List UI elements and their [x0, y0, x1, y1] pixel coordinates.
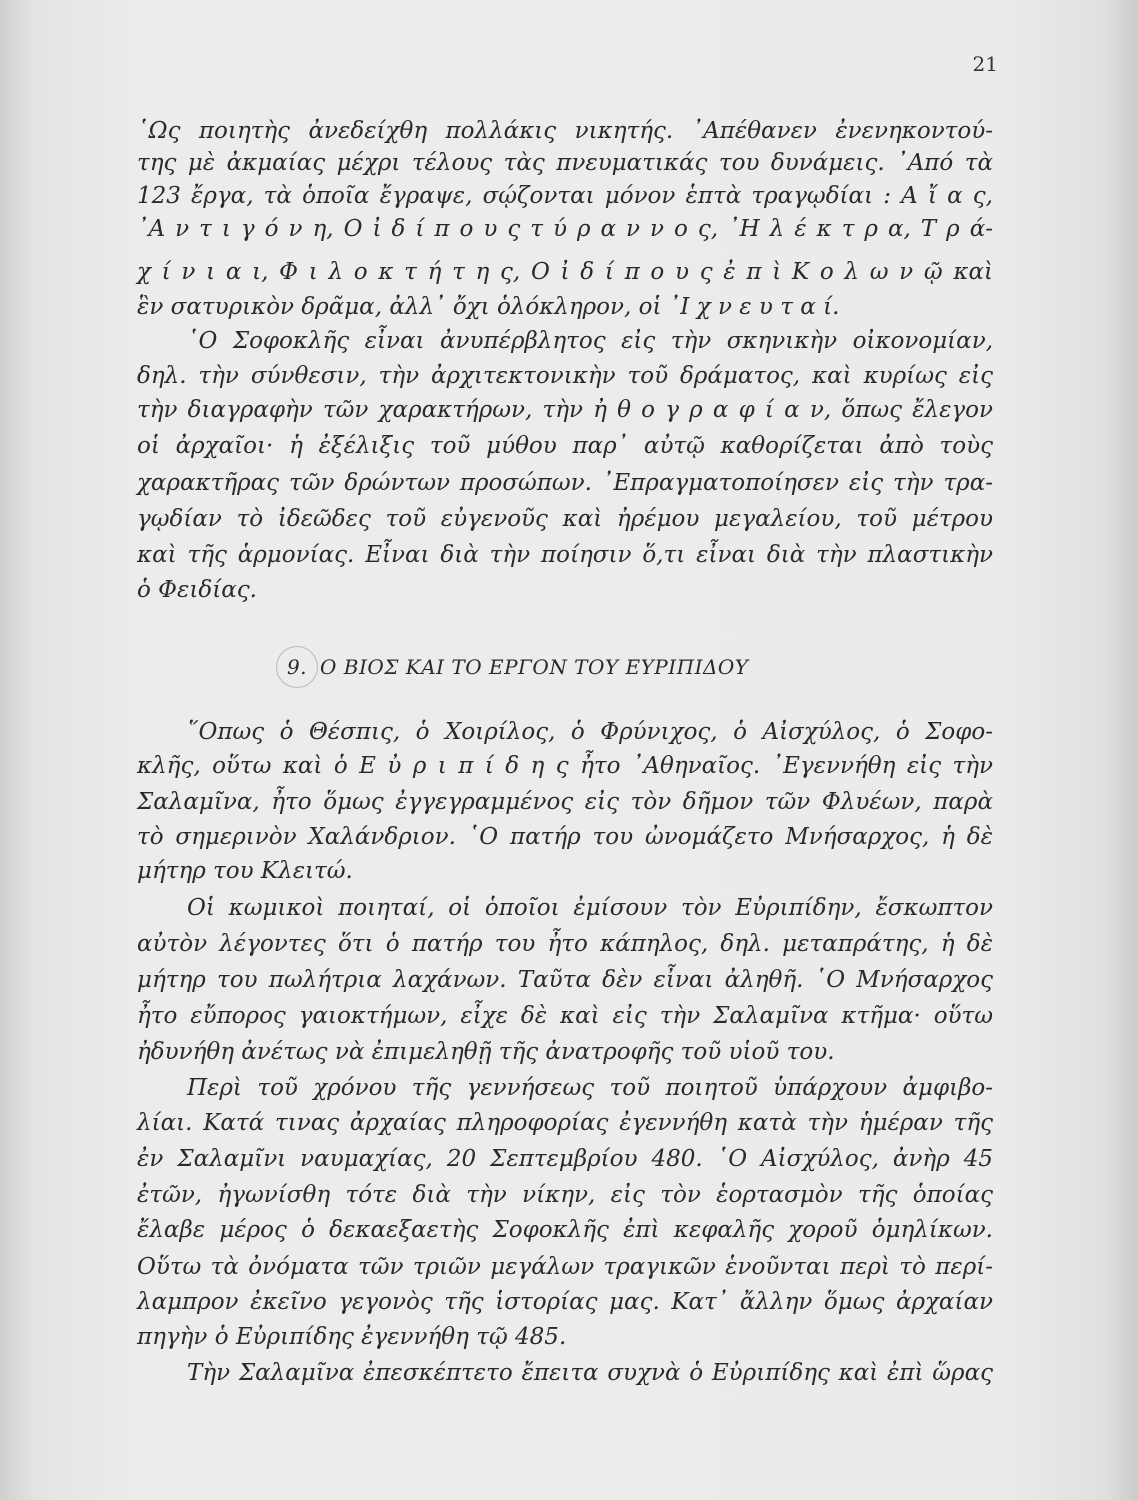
- text-line: τὸ σημερινὸν Χαλάνδριον. ῾Ο πατήρ του ὠνομάζετο Μνήσαρχος, ἡ δὲ: [137, 824, 993, 850]
- text-line: Οὕτω τὰ ὀνόματα τῶν τριῶν μεγάλων τραγικῶν ἑνοῦνται περὶ τὸ περί-: [137, 1254, 993, 1280]
- text-line: χ ί ν ι α ι, Φ ι λ ο κ τ ή τ η ς, Ο ἰ δ ί π ο υ ς ἐ π ὶ Κ ο λ ω ν ῷ καὶ: [137, 259, 993, 285]
- text-line: λίαι. Κατά τινας ἀρχαίας πληροφορίας ἐγεννήθη κατὰ τὴν ἡμέραν τῆς: [137, 1110, 993, 1136]
- text-line: ῞Οπως ὁ Θέσπις, ὁ Χοιρίλος, ὁ Φρύνιχος, ὁ Αἰσχύλος, ὁ Σοφο-: [187, 719, 993, 745]
- text-line: πηγὴν ὁ Εὐριπίδης ἐγεννήθη τῷ 485.: [137, 1324, 567, 1350]
- section-heading: [276, 646, 749, 680]
- text-line: ἠδυνήθη ἀνέτως νὰ ἐπιμεληθῇ τῆς ἀνατροφῆς τοῦ υἱοῦ του.: [137, 1039, 835, 1065]
- text-line: της μὲ ἀκμαίας μέχρι τέλους τὰς πνευματικάς του δυνάμεις. ᾿Από τὰ: [137, 150, 993, 176]
- text-line: 123 ἔργα, τὰ ὁποῖα ἔγραψε, σῴζονται μόνον ἑπτὰ τραγῳδίαι : Α ἴ α ς,: [137, 183, 993, 209]
- text-line: ῾Ως ποιητὴς ἀνεδείχθη πολλάκις νικητής. ᾿Απέθανεν ἐνενηκοντού-: [137, 118, 993, 144]
- text-line: λαμπρον ἐκεῖνο γεγονὸς τῆς ἱστορίας μας. Κατ᾿ ἄλλην ὅμως ἀρχαίαν: [137, 1289, 993, 1315]
- text-line: δηλ. τὴν σύνθεσιν, τὴν ἀρχιτεκτονικὴν τοῦ δράματος, καὶ κυρίως εἰς: [137, 363, 993, 389]
- text-line: ἐν Σαλαμῖνι ναυμαχίας, 20 Σεπτεμβρίου 480. ῾Ο Αἰσχύλος, ἀνὴρ 45: [137, 1146, 993, 1172]
- text-line: μήτηρ του πωλήτρια λαχάνων. Ταῦτα δὲν εἶναι ἀληθῆ. ῾Ο Μνήσαρχος: [137, 967, 993, 993]
- page-number: 21: [972, 52, 998, 76]
- text-line: ᾿Α ν τ ι γ ό ν η, Ο ἰ δ ί π ο υ ς τ ύ ρ α ν ν ο ς, ᾿Η λ έ κ τ ρ α, Τ ρ ά-: [137, 216, 993, 242]
- section-title: Ο ΒΙΟΣ ΚΑΙ ΤΟ ΕΡΓΟΝ ΤΟΥ ΕΥΡΙΠΙΔΟΥ: [320, 655, 749, 679]
- text-line: Τὴν Σαλαμῖνα ἐπεσκέπτετο ἔπειτα συχνὰ ὁ Εὐριπίδης καὶ ἐπὶ ὥρας: [187, 1360, 993, 1386]
- section-number: 9.: [276, 646, 318, 688]
- text-line: ἓν σατυρικὸν δρᾶμα, ἀλλ᾿ ὄχι ὁλόκληρον, οἱ ᾿Ι χ ν ε υ τ α ί.: [137, 294, 840, 320]
- text-line: ἐτῶν, ἠγωνίσθη τότε διὰ τὴν νίκην, εἰς τὸν ἑορτασμὸν τῆς ὁποίας: [137, 1182, 993, 1208]
- text-line: γῳδίαν τὸ ἰδεῶδες τοῦ εὐγενοῦς καὶ ἠρέμου μεγαλείου, τοῦ μέτρου: [137, 506, 993, 532]
- text-line: Σαλαμῖνα, ἦτο ὅμως ἐγγεγραμμένος εἰς τὸν δῆμον τῶν Φλυέων, παρὰ: [137, 789, 993, 815]
- text-line: ἔλαβε μέρος ὁ δεκαεξαετὴς Σοφοκλῆς ἐπὶ κεφαλῆς χοροῦ ὁμηλίκων.: [137, 1217, 993, 1243]
- text-line: χαρακτῆρας τῶν δρώντων προσώπων. ᾿Επραγματοποίησεν εἰς τὴν τρα-: [137, 470, 993, 496]
- text-line: ὁ Φειδίας.: [137, 577, 257, 603]
- text-line: μήτηρ του Κλειτώ.: [137, 858, 353, 884]
- text-line: οἱ ἀρχαῖοι· ἡ ἐξέλιξις τοῦ μύθου παρ᾿ αὐτῷ καθορίζεται ἀπὸ τοὺς: [137, 433, 993, 459]
- text-line: Περὶ τοῦ χρόνου τῆς γεννήσεως τοῦ ποιητοῦ ὑπάρχουν ἀμφιβο-: [187, 1075, 993, 1101]
- text-line: Οἱ κωμικοὶ ποιηταί, οἱ ὁποῖοι ἐμίσουν τὸν Εὐριπίδην, ἔσκωπτον: [187, 895, 993, 921]
- text-line: κλῆς, οὕτω καὶ ὁ Ε ὐ ρ ι π ί δ η ς ἦτο ᾿Αθηναῖος. ᾿Εγεννήθη εἰς τὴν: [137, 753, 993, 779]
- text-line: τὴν διαγραφὴν τῶν χαρακτήρων, τὴν ἠ θ ο γ ρ α φ ί α ν, ὅπως ἔλεγον: [137, 397, 993, 423]
- text-line: ῾Ο Σοφοκλῆς εἶναι ἀνυπέρβλητος εἰς τὴν σκηνικὴν οἰκονομίαν,: [187, 328, 993, 354]
- text-line: καὶ τῆς ἁρμονίας. Εἶναι διὰ τὴν ποίησιν ὅ,τι εἶναι διὰ τὴν πλαστικὴν: [137, 542, 993, 568]
- text-line: ἦτο εὔπορος γαιοκτήμων, εἶχε δὲ καὶ εἰς τὴν Σαλαμῖνα κτῆμα· οὕτω: [137, 1003, 993, 1029]
- text-line: αὐτὸν λέγοντες ὅτι ὁ πατήρ του ἦτο κάπηλος, δηλ. μεταπράτης, ἡ δὲ: [137, 931, 993, 957]
